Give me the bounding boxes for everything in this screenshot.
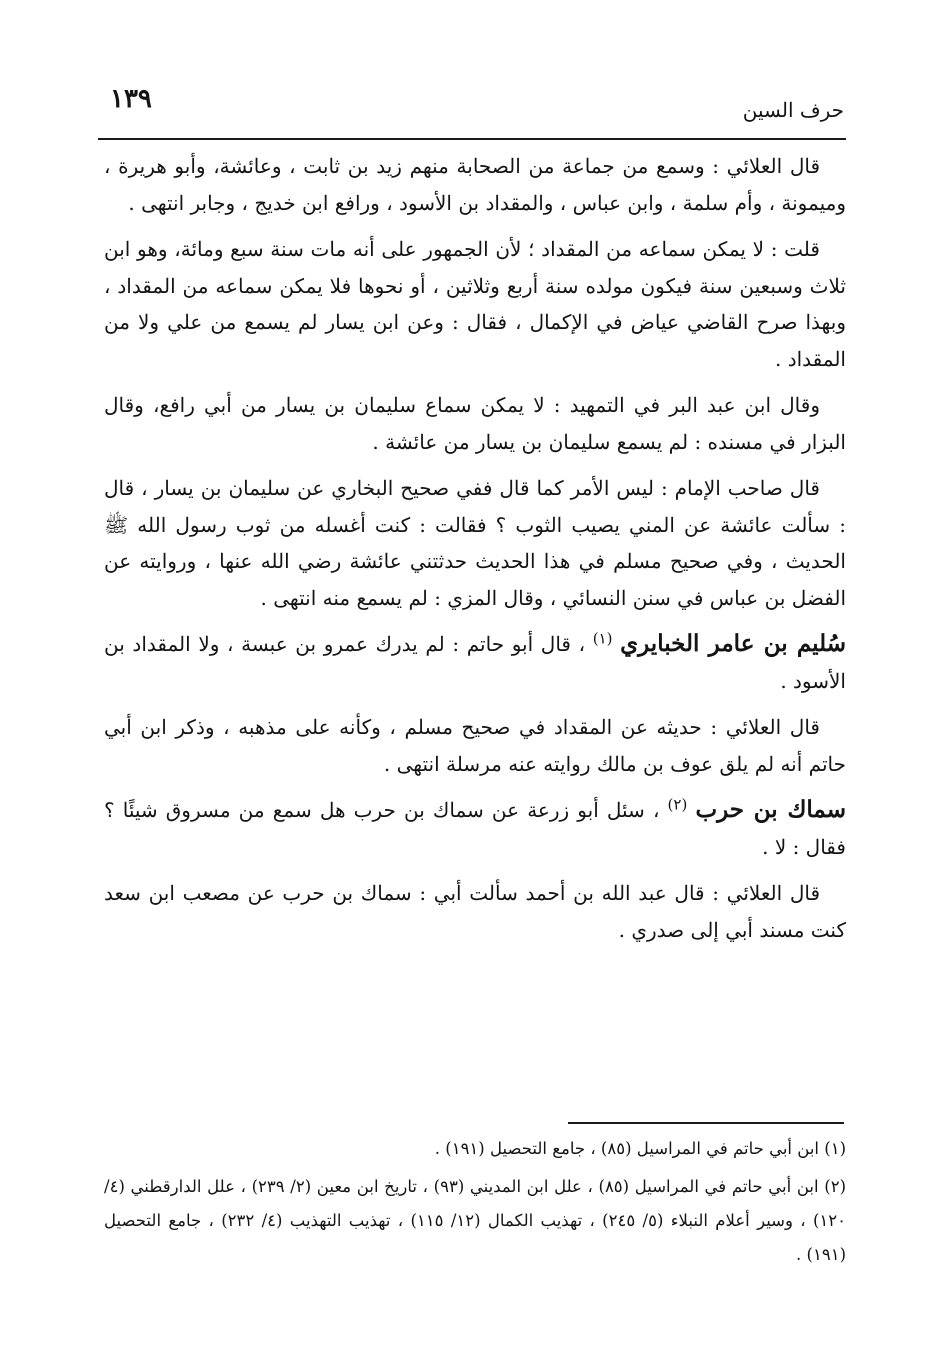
header-rule xyxy=(98,138,846,140)
footnote-ref: (٢) xyxy=(667,795,688,814)
paragraph-4: قال صاحب الإمام : ليس الأمر كما قال ففي صحيح البخاري عن سليمان بن يسار ، قال : سألت عائشة عن المني يصيب الثوب ؟ فقالت : كنت أغسله من ثوب رسول الله ﷺ الحديث ، وفي صحيح مسلم في هذا الحديث حدثتني عائشة رضي الله عنها ، وروايته عن الفضل بن عباس في سنن النسائي ، وقال المزي : لم يسمع منه انتهى . xyxy=(104,476,846,610)
entry-sulaym xyxy=(104,626,846,699)
footnote-2: (٢) ابن أبي حاتم في المراسيل (٨٥) ، علل ابن المديني (٩٣) ، تاريخ ابن معين (٢/ ٢٣٩) ، علل الدارقطني (٤/ ١٢٠) ، وسير أعلام النبلاء (٥/ ٢٤٥) ، تهذيب الكمال (١٢/ ١١٥) ، تهذيب التهذيب (٤/ ٢٣٢) ، جامع التحصيل (١٩١) . xyxy=(104,1177,847,1264)
footnote-ref: (١) xyxy=(592,629,613,648)
page-header xyxy=(0,84,932,134)
footnote-rule xyxy=(568,1122,844,1124)
paragraph-1: قال العلائي : وسمع من جماعة من الصحابة منهم زيد بن ثابت ، وعائشة، وأبو هريرة ، وميمونة ، وأم سلمة ، وابن عباس ، والمقداد بن الأسود ، ورافع ابن خديج ، وجابر انتهى . xyxy=(104,154,846,215)
paragraph-3: وقال ابن عبد البر في التمهيد : لا يمكن سماع سليمان بن يسار من أبي رافع، وقال البزار في مسنده : لم يسمع سليمان بن يسار من عائشة . xyxy=(104,393,846,454)
entry-text: ، سئل أبو زرعة عن سماك بن حرب هل سمع من مسروق شيئًا ؟ فقال : لا . xyxy=(104,798,846,859)
entry-simak xyxy=(104,792,846,865)
paragraph-5: قال العلائي : حديثه عن المقداد في صحيح مسلم ، وكأنه على مذهبه ، وذكر ابن أبي حاتم أنه لم يلق عوف بن مالك روايته عنه مرسلة انتهى . xyxy=(104,715,846,776)
page-number: ١٣٩ xyxy=(110,84,152,114)
paragraph-2: قلت : لا يمكن سماعه من المقداد ؛ لأن الجمهور على أنه مات سنة سبع ومائة، وهو ابن ثلاث وسبعين سنة فيكون مولده سنة أربع وثلاثين ، أو نحوها فلا يمكن سماعه من المقداد ، وبهذا صرح القاضي عياض في الإكمال ، فقال : وعن ابن يسار لم يسمع من علي ولا من المقداد . xyxy=(104,237,846,371)
footnotes xyxy=(104,1132,846,1276)
entry-title: سماك بن حرب xyxy=(695,796,846,823)
entry-title: سُليم بن عامر الخبايري xyxy=(620,630,847,657)
footnote-1: (١) ابن أبي حاتم في المراسيل (٨٥) ، جامع التحصيل (١٩١) . xyxy=(434,1139,846,1158)
paragraph-6: قال العلائي : قال عبد الله بن أحمد سألت أبي : سماك بن حرب عن مصعب ابن سعد كنت مسند أبي إلى صدري . xyxy=(104,881,846,942)
entry-text: ، قال أبو حاتم : لم يدرك عمرو بن عبسة ، ولا المقداد بن الأسود . xyxy=(104,632,846,693)
body-text xyxy=(104,148,846,958)
running-head: حرف السين xyxy=(742,98,844,122)
